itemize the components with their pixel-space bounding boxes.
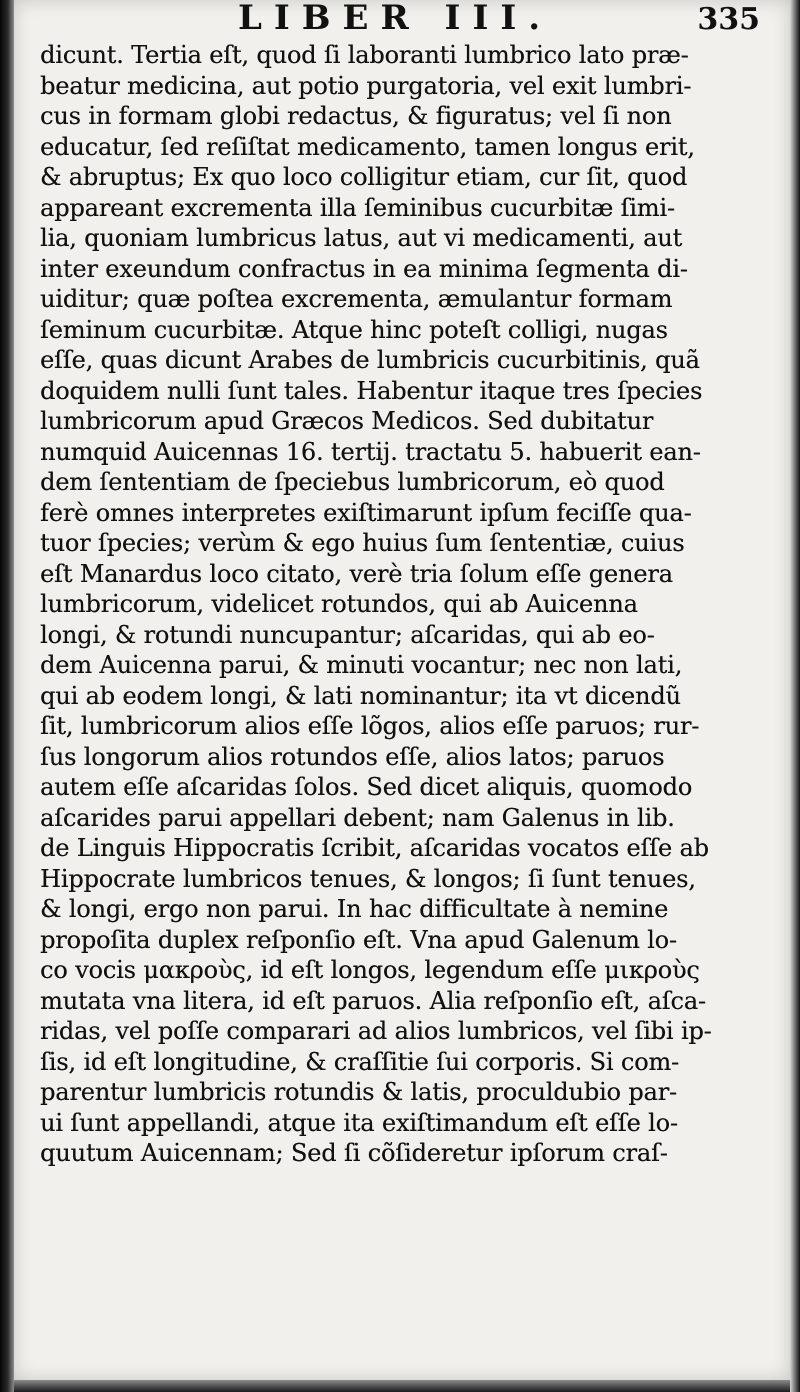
text-line-09: uiditur; quæ poſtea excrementa, æmulantur formam [40, 285, 673, 313]
page-header [14, 0, 790, 44]
text-line-18: eſt Manardus loco citato, verè tria ſolum eſſe genera [40, 559, 673, 588]
text-line-23: ſit, lumbricorum alios eſſe lõgos, alios eſſe paruos; rur- [40, 712, 700, 740]
text-line-36: ui ſunt appellandi, atque ita exiſtimandum eſt eſſe lo- [40, 1108, 678, 1137]
text-line-17: tuor ſpecies; verùm & ego huius ſum ſententiæ, cuius [40, 529, 685, 557]
text-line-15: dem ſententiam de ſpeciebus lumbricorum, eò quod [40, 468, 665, 496]
book-edge-bottom [14, 1380, 790, 1392]
text-line-13: lumbricorum apud Græcos Medicos. Sed dubitatur [40, 407, 654, 435]
text-line-28: Hippocrate lumbricos tenues, & longos; ſi ſunt tenues, [40, 864, 696, 893]
text-line-27: de Linguis Hippocratis ſcribit, aſcaridas vocatos eſſe ab [40, 834, 709, 862]
text-line-06: appareant excrementa illa ſeminibus cucurbitæ ſimi- [40, 193, 675, 222]
text-line-32: mutata vna litera, id eſt paruos. Alia reſponſio eſt, aſca- [40, 986, 706, 1015]
text-line-33: ridas, vel poſſe comparari ad alios lumbricos, vel ſibi ip- [40, 1017, 712, 1045]
text-line-25: autem eſſe aſcaridas ſolos. Sed dicet aliquis, quomodo [40, 773, 693, 801]
text-line-16: ferè omnes interpretes exiſtimarunt ipſum feciſſe qua- [40, 498, 692, 527]
text-line-22: qui ab eodem longi, & lati nominantur; ita vt dicendũ [40, 681, 681, 710]
text-line-29: & longi, ergo non parui. In hac difficultate à nemine [40, 895, 669, 923]
text-line-02: beatur medicina, aut potio purgatoria, vel exit lumbri- [40, 71, 692, 100]
text-line-10: ſeminum cucurbitæ. Atque hinc poteſt colligi, nugas [40, 315, 668, 344]
text-line-31: co vocis μακροὺς, id eſt longos, legendum eſſe μικροὺς [40, 956, 700, 984]
text-line-12: doquidem nulli ſunt tales. Habentur itaque tres ſpecies [40, 376, 703, 405]
text-line-19: lumbricorum, videlicet rotundos, qui ab Auicenna [40, 590, 638, 618]
text-line-35: parentur lumbricis rotundis & latis, proculdubio par- [40, 1078, 677, 1106]
text-line-11: eſſe, quas dicunt Arabes de lumbricis cucurbitinis, quã [40, 346, 700, 374]
text-line-01: dicunt. Tertia eſt, quod ſi laboranti lumbrico lato præ- [40, 41, 689, 69]
text-line-20: longi, & rotundi nuncupantur; aſcaridas, qui ab eo- [40, 620, 655, 649]
page-body-text [40, 40, 760, 1169]
text-line-30: propoſita duplex reſponſio eſt. Vna apud Galenum lo- [40, 925, 677, 954]
text-line-34: ſis, id eſt longitudine, & craſſitie ſui corporis. Si com- [40, 1047, 679, 1076]
text-line-21: dem Auicenna parui, & minuti vocantur; nec non lati, [40, 651, 683, 679]
text-line-26: aſcarides parui appellari debent; nam Galenus in lib. [40, 803, 675, 832]
book-page [14, 0, 790, 1380]
text-line-05: & abruptus; Ex quo loco colligitur etiam, cur ſit, quod [40, 163, 688, 191]
text-line-37: quutum Auicennam; Sed ſi cõſideretur ipſorum craſ- [40, 1139, 668, 1167]
book-edge-right [790, 0, 800, 1392]
text-line-08: inter exeundum confractus in ea minima ſegmenta di- [40, 254, 688, 283]
book-binding-edge-left [0, 0, 14, 1392]
text-line-24: ſus longorum alios rotundos eſſe, alios latos; paruos [40, 742, 665, 771]
page-number: 335 [697, 2, 760, 37]
text-line-14: numquid Auicennas 16. tertij. tractatu 5. habuerit ean- [40, 437, 701, 466]
text-line-07: lia, quoniam lumbricus latus, aut vi medicamenti, aut [40, 224, 683, 252]
text-line-03: cus in formam globi redactus, & figuratus; vel ſi non [40, 102, 672, 130]
text-line-04: educatur, ſed reſiſtat medicamento, tamen longus erit, [40, 132, 695, 161]
running-title: LIBER III. [238, 0, 553, 38]
